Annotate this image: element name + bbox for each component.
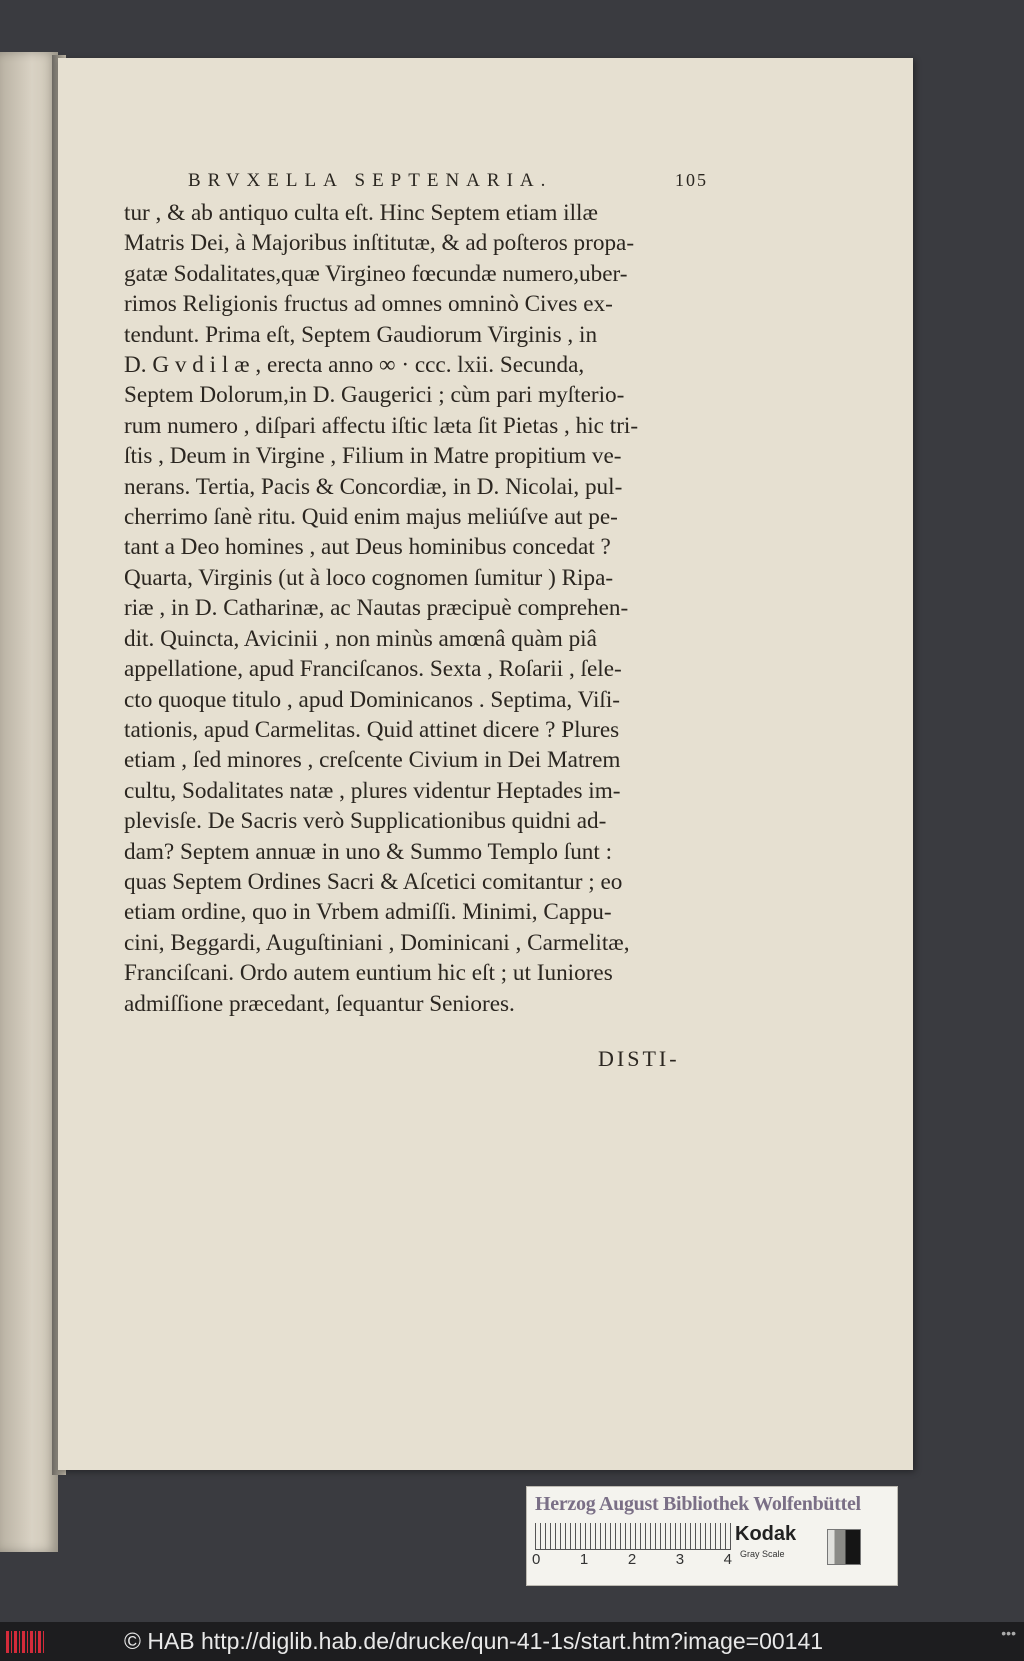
text-line: quas Septem Ordines Sacri & Aſcetici comitantur ; eo — [124, 868, 623, 895]
catchword: DISTI- — [598, 1046, 680, 1071]
ruler-number: 1 — [579, 1551, 589, 1568]
text-line: etiam ordine, quo in Vrbem admiſſi. Minimi, Cappu- — [124, 899, 612, 926]
text-line: dit. Quincta, Avicinii , non minùs amœnâ quàm piâ — [124, 625, 597, 652]
text-line: tationis, apud Carmelitas. Quid attinet dicere ? Plures — [124, 716, 620, 743]
text-line: tur , & ab antiquo culta eſt. Hinc Septem etiam illæ — [124, 200, 598, 226]
text-line: Quarta, Virginis (ut à loco cognomen ſumitur ) Ripa- — [124, 564, 614, 591]
book-page — [58, 58, 913, 1470]
text-line: D. G v d i l æ , erecta anno ∞ · ccc. lxii. Secunda, — [124, 352, 585, 379]
ruler-number: 3 — [675, 1551, 685, 1568]
ruler-number: 2 — [627, 1551, 637, 1568]
color-calibration-card — [526, 1486, 898, 1586]
text-line: nerans. Tertia, Pacis & Concordiæ, in D. Nicolai, pul- — [124, 473, 623, 500]
ruler-number: 4 — [723, 1551, 732, 1568]
running-head — [188, 170, 708, 192]
text-line: dam? Septem annuæ in uno & Summo Templo ſunt : — [124, 838, 613, 865]
gray-scale-swatch — [827, 1529, 861, 1565]
text-line: etiam , ſed minores , creſcente Civium in Dei Matrem — [124, 747, 621, 774]
text-line: rimos Religionis fructus ad omnes omninò Cives ex- — [124, 291, 613, 318]
card-title: Herzog August Bibliothek Wolfenbüttel — [535, 1493, 861, 1515]
running-title: BRVXELLA SEPTENARIA. — [188, 170, 553, 191]
text-line: cherrimo ſanè ritu. Quid enim majus meliúſve aut pe- — [124, 504, 618, 531]
ruler-numbers — [532, 1551, 732, 1568]
text-line: riæ , in D. Catharinæ, ac Nautas præcipuè comprehen- — [124, 595, 629, 622]
gray-scale-label: Gray Scale — [740, 1549, 785, 1559]
kodak-brand: Kodak — [735, 1523, 797, 1545]
text-line: cini, Beggardi, Auguſtiniani , Dominicani , Carmelitæ, — [124, 929, 630, 956]
hab-barcode-icon — [6, 1631, 46, 1653]
text-line: Franciſcani. Ordo autem euntium hic eſt ; ut Iuniores — [124, 960, 613, 987]
text-line: Septem Dolorum,in D. Gaugerici ; cùm pari myſterio- — [124, 382, 625, 409]
text-line: Matris Dei, à Majoribus inſtitutæ, & ad poſteros propa- — [124, 230, 635, 257]
previous-page-edge — [0, 52, 58, 1552]
text-line: rum numero , diſpari affectu iſtic læta ſit Pietas , hic tri- — [124, 412, 639, 439]
text-line: tendunt. Prima eſt, Septem Gaudiorum Virginis , in — [124, 321, 598, 348]
dots-icon[interactable]: ••• — [1001, 1625, 1016, 1641]
footer-bar — [0, 1622, 1024, 1661]
ruler-number: 0 — [532, 1551, 541, 1568]
text-line: plevisſe. De Sacris verò Supplicationibus quidni ad- — [124, 808, 607, 835]
text-line: appellatione, apud Franciſcanos. Sexta , Roſarii , ſele- — [124, 656, 622, 683]
text-line: tant a Deo homines , aut Deus hominibus concedat ? — [124, 534, 611, 561]
text-line: admiſſione præcedant, ſequantur Seniores. — [124, 990, 515, 1017]
text-line: cultu, Sodalitates natæ , plures videntur Heptades im- — [124, 777, 621, 804]
text-line: cto quoque titulo , apud Dominicanos . Septima, Viſi- — [124, 686, 621, 713]
text-line: gatæ Sodalitates,quæ Virgineo fœcundæ numero,uber- — [124, 260, 628, 287]
page-body-text — [124, 198, 669, 1019]
text-line: ſtis , Deum in Virgine , Filium in Matre propitium ve- — [124, 443, 622, 470]
measurement-ruler — [535, 1523, 731, 1550]
footer-copyright-link[interactable]: © HAB http://diglib.hab.de/drucke/qun-41-1s/start.htm?image=00141 — [124, 1628, 824, 1654]
page-number: 105 — [675, 170, 708, 190]
